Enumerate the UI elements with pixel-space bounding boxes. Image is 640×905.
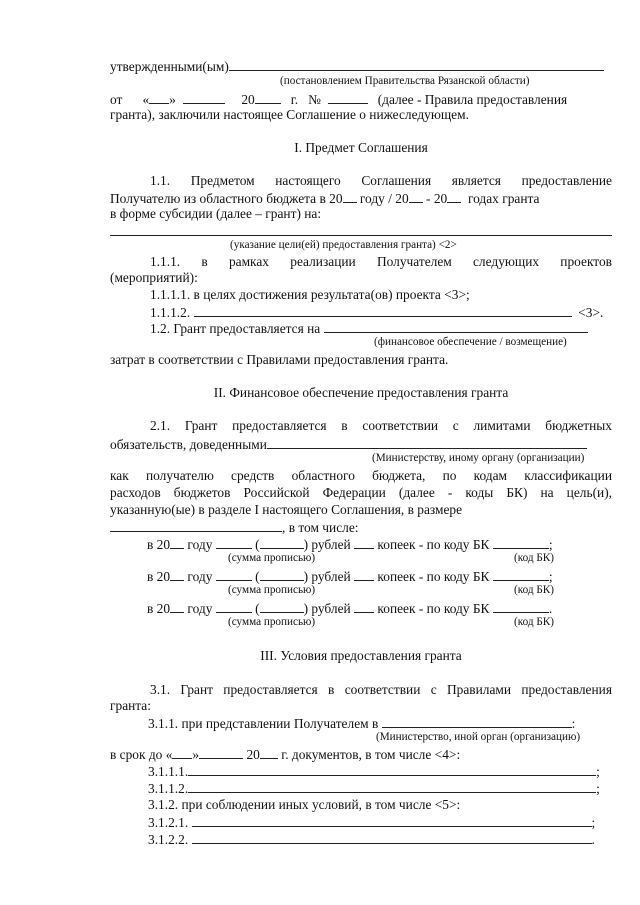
sum-note-2: (сумма прописью) [228, 584, 316, 596]
kbk-note-3: (код БК) [514, 616, 554, 628]
kbk-note-1: (код БК) [514, 552, 554, 564]
approved-label: утвержденными(ым) [110, 59, 229, 74]
section-1-heading: I. Предмет Соглашения [294, 140, 428, 155]
p3-1-1-2: 3.1.1.2. ; [148, 781, 600, 796]
approved-line [110, 58, 612, 75]
concluded-line: гранта), заключили настоящее Соглашение о нижеследующем. [110, 107, 469, 122]
p3-1-2-1: 3.1.2.1. ; [148, 815, 596, 830]
date-line: от « » 20 г. № (далее - Правила предоставления [110, 92, 568, 107]
p1-1-line1: 1.1. Предметом настоящего Соглашения является предоставление [150, 173, 612, 188]
p1-1-1-line2: (мероприятий): [110, 270, 198, 285]
p3-1-2-2: 3.1.2.2. . [148, 832, 595, 847]
p1-1-line3: в форме субсидии (далее – грант) на: [110, 206, 322, 221]
approved-note: (постановлением Правительства Рязанской области) [280, 75, 530, 87]
p1-2: 1.2. Грант предоставляется на [150, 320, 640, 337]
purpose-blank [110, 235, 612, 236]
p2-1-line4: расходов бюджетов Российской Федерации (далее - коды БК) на цель(и), [110, 485, 612, 500]
budget-row-2: в 20 году ( ) рублей копеек - по коду БК ; [147, 569, 553, 584]
p2-1-line5: указанную(ые) в разделе I настоящего Соглашения, в размере [110, 502, 463, 517]
budget-row-3: в 20 году ( ) рублей копеек - по коду БК . [147, 601, 553, 616]
sum-note-3: (сумма прописью) [228, 616, 316, 628]
budget-row-1: в 20 году ( ) рублей копеек - по коду БК ; [147, 537, 553, 552]
section-3-heading: III. Условия предоставления гранта [260, 648, 462, 663]
p1-2-tail: затрат в соответствии с Правилами предоставления гранта. [110, 352, 449, 367]
p3-1-2: 3.1.2. при соблюдении иных условий, в том числе <5>: [148, 797, 461, 812]
ministry-note: (Министерству, иному органу (организации) [372, 452, 585, 464]
deadline-line: в срок до « » 20 г. документов, в том числе <4>: [110, 747, 461, 762]
p2-1-line3: как получателю средств областного бюджета, по кодам классификации [110, 468, 612, 483]
p2-1-line1: 2.1. Грант предоставляется в соответствии с лимитами бюджетных [150, 418, 612, 433]
p1-1-1-line1: 1.1.1. в рамках реализации Получателем следующих проектов [150, 254, 612, 269]
p1-1-1-1: 1.1.1.1. в целях достижения результата(ов) проекта <3>; [150, 287, 470, 302]
sum-note-1: (сумма прописью) [228, 552, 316, 564]
approved-blank [229, 58, 604, 71]
purpose-note: (указание цели(ей) предоставления гранта) <2> [230, 239, 457, 251]
p2-1-line2: обязательств, доведенными [110, 436, 612, 453]
p3-1-1: 3.1.1. при представлении Получателем в : [148, 716, 576, 731]
p1-2-note: (финансовое обеспечение / возмещение) [374, 336, 567, 348]
p1-1-line2: Получателю из областного бюджета в 20 году / 20 - 20 годах гранта [110, 191, 540, 206]
section-2-heading: II. Финансовое обеспечение предоставления гранта [213, 385, 509, 400]
p1-1-1-2: 1.1.1.2. <3>. [150, 305, 604, 320]
p3-1-line2: гранта: [110, 698, 151, 713]
p2-1-line6: , в том числе: [110, 519, 612, 536]
p3-1-line1: 3.1. Грант предоставляется в соответствии с Правилами предоставления [150, 682, 612, 697]
p3-1-1-note: (Министерство, иной орган (организацию) [376, 731, 581, 743]
p3-1-1-1: 3.1.1.1. ; [148, 764, 600, 779]
kbk-note-2: (код БК) [514, 584, 554, 596]
